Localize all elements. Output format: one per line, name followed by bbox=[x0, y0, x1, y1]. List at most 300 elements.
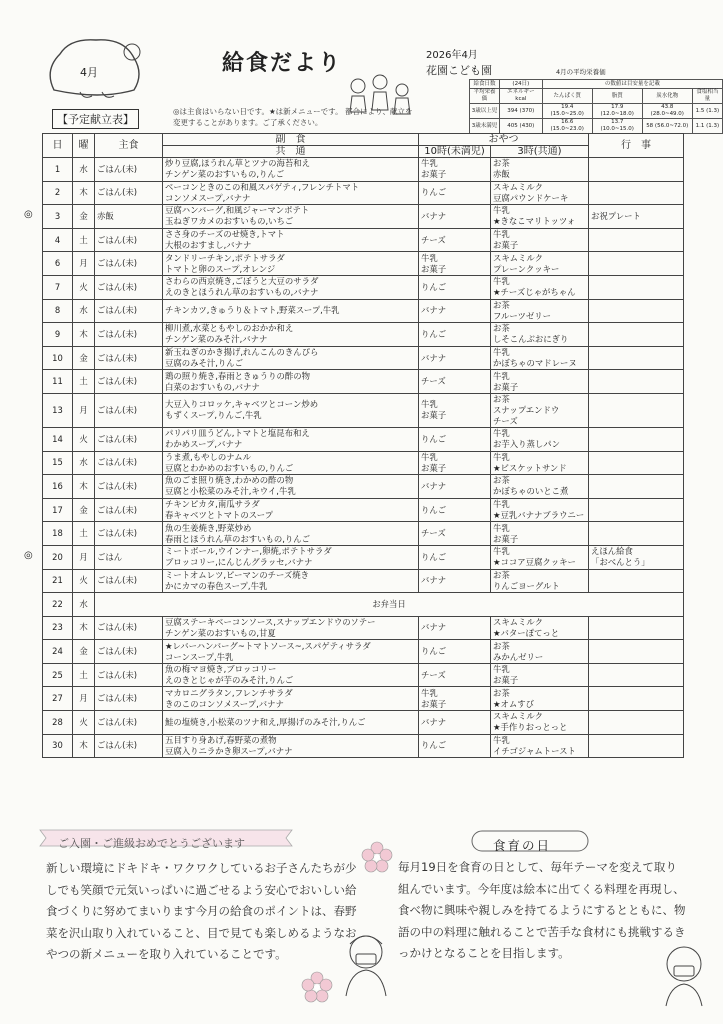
side-dish-cell-line: 豆腐ハンバーグ,和風ジャーマンポテト bbox=[165, 205, 310, 216]
staple-cell-line: ごはん(未) bbox=[97, 646, 138, 657]
day-cell-line: 25 bbox=[52, 669, 63, 680]
side-dish-cell-line: ベーコンときのこの和風スパゲティ,フレンチトマト bbox=[165, 181, 360, 192]
snack-3-cell bbox=[491, 640, 589, 664]
snack-10-cell-line: バナナ bbox=[421, 352, 447, 363]
snack-10-cell bbox=[419, 475, 491, 499]
staple-cell bbox=[95, 687, 163, 711]
side-dish-cell-line: 豆腐のみそ汁,りんご bbox=[165, 358, 244, 369]
table-row bbox=[43, 734, 684, 758]
weekday-cell-line: 土 bbox=[79, 234, 88, 245]
weekday-cell-line: 水 bbox=[79, 305, 88, 316]
weekday-cell-line: 月 bbox=[79, 693, 88, 704]
side-dish-cell-line: うま煮,もやしのナムル bbox=[165, 451, 251, 462]
nutrition-col: 脂質 bbox=[592, 89, 642, 104]
day-cell-line: 15 bbox=[52, 457, 63, 468]
weekday-cell bbox=[73, 498, 95, 522]
weekday-cell-line: 木 bbox=[79, 480, 88, 491]
snack-10-cell-line: 牛乳 bbox=[421, 399, 438, 410]
weekday-cell-line: 金 bbox=[79, 504, 88, 515]
snack-10-cell-line: 牛乳 bbox=[421, 687, 438, 698]
issue-date: 2026年4月 bbox=[426, 50, 478, 61]
snack-3-cell bbox=[491, 711, 589, 735]
weekday-cell bbox=[73, 734, 95, 758]
weekday-cell-line: 金 bbox=[79, 646, 88, 657]
side-dish-cell bbox=[163, 687, 419, 711]
snack-10-cell-line: 牛乳 bbox=[421, 158, 438, 169]
snack-10-cell-line: バナナ bbox=[421, 305, 447, 316]
snack-3-cell-line: 赤飯 bbox=[493, 169, 510, 180]
snack-3-cell-line: 牛乳 bbox=[493, 229, 510, 240]
event-cell-line: お祝プレート bbox=[591, 210, 641, 221]
day-cell bbox=[43, 663, 73, 687]
snack-3-cell-line: 牛乳 bbox=[493, 734, 510, 745]
side-dish-cell-line: コンソメスープ,バナナ bbox=[165, 192, 251, 203]
day-cell bbox=[43, 475, 73, 499]
side-dish-cell-line: 豆腐ステーキベーコンソース,スナップエンドウのソテー bbox=[165, 616, 376, 627]
side-dish-cell-line: かにカマの春色スープ,牛乳 bbox=[165, 580, 268, 591]
snack-10-cell bbox=[419, 687, 491, 711]
snack-3-cell-line: お茶 bbox=[493, 569, 510, 580]
nutrition-cell: 17.9 (12.0~18.0) bbox=[592, 104, 642, 119]
side-dish-cell bbox=[163, 228, 419, 252]
event-cell bbox=[589, 616, 684, 640]
side-dish-cell-line: 春雨とほうれん草のおすいもの,りんご bbox=[165, 533, 311, 544]
weekday-cell-line: 木 bbox=[79, 740, 88, 751]
snack-10-cell bbox=[419, 569, 491, 593]
side-dish-cell-line: きのこのコンソメスープ,バナナ bbox=[165, 698, 284, 709]
snack-10-cell-line: お菓子 bbox=[421, 462, 447, 473]
table-row bbox=[43, 323, 684, 347]
day-cell bbox=[43, 252, 73, 276]
side-dish-cell bbox=[163, 663, 419, 687]
weekday-cell-line: 土 bbox=[79, 669, 88, 680]
snack-10-cell bbox=[419, 299, 491, 323]
nutrition-cell: 16.6 (15.0~23.0) bbox=[542, 119, 592, 134]
side-dish-cell-line: コーンスープ,牛乳 bbox=[165, 651, 234, 662]
staple-cell bbox=[95, 545, 163, 569]
table-row bbox=[43, 275, 684, 299]
side-dish-cell bbox=[163, 299, 419, 323]
snack-3-cell-line: ★手作りおっとっと bbox=[493, 722, 568, 733]
snack-3-cell-line: ★ココア豆腐クッキー bbox=[493, 557, 576, 568]
col-event: 行 事 bbox=[589, 134, 684, 158]
snack-10-cell bbox=[419, 228, 491, 252]
weekday-cell bbox=[73, 569, 95, 593]
snack-10-cell bbox=[419, 158, 491, 182]
weekday-cell bbox=[73, 593, 95, 617]
staple-cell bbox=[95, 158, 163, 182]
weekday-cell bbox=[73, 475, 95, 499]
day-cell-line: 22 bbox=[52, 598, 63, 609]
event-cell-line: えほん給食 bbox=[591, 546, 633, 557]
day-cell bbox=[43, 158, 73, 182]
day-cell bbox=[43, 275, 73, 299]
weekday-cell-line: 水 bbox=[79, 163, 88, 174]
staple-cell-line: ごはん(未) bbox=[97, 480, 138, 491]
day-cell-line: 24 bbox=[52, 646, 63, 657]
staple-cell bbox=[95, 393, 163, 427]
snack-10-cell-line: バナナ bbox=[421, 480, 447, 491]
table-row bbox=[43, 569, 684, 593]
event-cell bbox=[589, 663, 684, 687]
table-row bbox=[43, 593, 684, 617]
weekday-cell bbox=[73, 323, 95, 347]
snack-10-cell bbox=[419, 640, 491, 664]
snack-10-cell-line: バナナ bbox=[421, 622, 447, 633]
col-snack-10: 10時(未満児) bbox=[419, 146, 491, 158]
snack-3-cell bbox=[491, 158, 589, 182]
menu-table bbox=[42, 133, 684, 758]
nutrition-cell: 1.5 (1.3) bbox=[692, 104, 722, 119]
side-dish-cell bbox=[163, 393, 419, 427]
event-cell bbox=[589, 228, 684, 252]
day-cell-line: 13 bbox=[52, 404, 63, 415]
day-cell-line: 9 bbox=[54, 328, 61, 339]
side-dish-cell-line: 鮭の塩焼き,小松菜のツナ和え,厚揚げのみそ汁,りんご bbox=[165, 716, 366, 727]
side-dish-cell-line: パリパリ皿うどん,トマトと塩昆布和え bbox=[165, 428, 310, 439]
snack-10-cell bbox=[419, 205, 491, 229]
side-dish-cell-line: 大豆入りコロッケ,キャベツとコーン炒め bbox=[165, 399, 319, 410]
event-cell bbox=[589, 370, 684, 394]
snack-3-cell bbox=[491, 687, 589, 711]
staple-cell-line: ごはん(未) bbox=[97, 669, 138, 680]
event-cell bbox=[589, 687, 684, 711]
welcome-text: 新しい環境にドキドキ・ワクワクしているお子さんたちが少しでも笑顔で元気いっぱいに過ごせるよう安心でおいしい給食づくりに努めてまいります今月の給食のポイントは、春野菜を沢山取り入れていること、目で見ても楽しめるようなおやつの新メニューを取り入れていることです。 bbox=[46, 861, 357, 961]
snack-3-cell-line: かぼちゃのマドレーヌ bbox=[493, 358, 577, 369]
day-cell bbox=[43, 616, 73, 640]
weekday-cell bbox=[73, 228, 95, 252]
staple-cell-line: ごはん(未) bbox=[97, 404, 138, 415]
staple-cell bbox=[95, 711, 163, 735]
side-dish-cell-line: チンゲン菜のおすいもの,甘夏 bbox=[165, 627, 276, 638]
weekday-cell-line: 木 bbox=[79, 622, 88, 633]
staple-cell-line: ごはん(未) bbox=[97, 575, 138, 586]
snack-10-cell bbox=[419, 427, 491, 451]
snack-3-cell-line: お茶 bbox=[493, 299, 510, 310]
staple-cell-line: ごはん(未) bbox=[97, 352, 138, 363]
staple-cell-line: ごはん(未) bbox=[97, 328, 138, 339]
side-dish-cell-line: 炒り豆腐,ほうれん草とツナの海苔和え bbox=[165, 158, 311, 169]
snack-3-cell-line: 牛乳 bbox=[493, 522, 510, 533]
side-dish-cell bbox=[163, 181, 419, 205]
nutrition-cell: 3歳未満児 bbox=[470, 119, 500, 134]
event-cell bbox=[589, 734, 684, 758]
nutrition-cell: 19.4 (15.0~25.0) bbox=[542, 104, 592, 119]
weekday-cell bbox=[73, 711, 95, 735]
snack-10-cell-line: バナナ bbox=[421, 210, 447, 221]
day-cell-line: 8 bbox=[54, 305, 61, 316]
snack-3-cell bbox=[491, 734, 589, 758]
event-cell bbox=[589, 275, 684, 299]
snack-3-cell bbox=[491, 252, 589, 276]
snack-3-cell-line: 牛乳 bbox=[493, 370, 510, 381]
side-dish-cell-line: 白菜のおすいもの,バナナ bbox=[165, 381, 260, 392]
table-row bbox=[43, 545, 684, 569]
table-row bbox=[43, 687, 684, 711]
day-cell bbox=[43, 346, 73, 370]
event-cell bbox=[589, 323, 684, 347]
staple-cell-line: ごはん(未) bbox=[97, 740, 138, 751]
nutrition-col: 炭水化物 bbox=[642, 89, 692, 104]
weekday-cell bbox=[73, 687, 95, 711]
snack-3-cell-line: お芋入り蒸しパン bbox=[493, 439, 560, 450]
snack-10-cell-line: りんご bbox=[421, 433, 447, 444]
nutrition-cell: 3歳以上児 bbox=[470, 104, 500, 119]
day-cell-line: 18 bbox=[52, 528, 63, 539]
side-dish-cell-line: チンゲン菜のおすいもの,りんご bbox=[165, 169, 285, 180]
staple-cell-line: ごはん(未) bbox=[97, 234, 138, 245]
staple-cell-line: ごはん(未) bbox=[97, 376, 138, 387]
special-day-cell-line: お弁当日 bbox=[372, 598, 406, 609]
snack-10-cell bbox=[419, 393, 491, 427]
weekday-cell bbox=[73, 451, 95, 475]
snack-10-cell bbox=[419, 734, 491, 758]
snack-3-cell-line: フルーツゼリー bbox=[493, 310, 551, 321]
day-cell-line: 14 bbox=[52, 433, 63, 444]
staple-cell bbox=[95, 427, 163, 451]
snack-3-cell-line: お菓子 bbox=[493, 240, 519, 251]
event-cell bbox=[589, 252, 684, 276]
snack-10-cell-line: チーズ bbox=[421, 669, 446, 680]
day-cell-line: 17 bbox=[52, 504, 63, 515]
snack-10-cell bbox=[419, 663, 491, 687]
day-cell-line: 28 bbox=[52, 716, 63, 727]
nutrition-cell: 405 (430) bbox=[499, 119, 542, 134]
day-cell bbox=[43, 687, 73, 711]
staple-cell bbox=[95, 616, 163, 640]
snack-3-cell-line: りんごヨーグルト bbox=[493, 580, 560, 591]
snack-10-cell-line: チーズ bbox=[421, 234, 446, 245]
table-row bbox=[43, 346, 684, 370]
snack-10-cell bbox=[419, 252, 491, 276]
snack-10-cell-line: 牛乳 bbox=[421, 451, 438, 462]
side-dish-cell-line: 魚のごま照り焼き,わかめの酢の物 bbox=[165, 475, 294, 486]
side-dish-cell bbox=[163, 275, 419, 299]
snack-10-cell bbox=[419, 370, 491, 394]
snack-10-cell-line: チーズ bbox=[421, 376, 446, 387]
day-cell bbox=[43, 205, 73, 229]
snack-10-cell-line: りんご bbox=[421, 740, 447, 751]
weekday-cell-line: 火 bbox=[79, 575, 88, 586]
snack-3-cell-line: ★チーズじゃがちゃん bbox=[493, 287, 576, 298]
nutrition-cell: 43.8 (28.0~49.0) bbox=[642, 104, 692, 119]
nutrition-col: 食塩相当量 bbox=[692, 89, 722, 104]
snack-3-cell-line: お茶 bbox=[493, 158, 510, 169]
side-dish-cell-line: 玉ねぎワカメのおすいもの,いちご bbox=[165, 216, 294, 227]
staple-cell-line: ごはん(未) bbox=[97, 163, 138, 174]
special-day-cell bbox=[95, 593, 684, 617]
event-cell bbox=[589, 346, 684, 370]
snack-10-cell bbox=[419, 711, 491, 735]
col-day: 日 bbox=[43, 134, 73, 158]
staple-cell-line: ごはん(未) bbox=[97, 622, 138, 633]
weekday-cell-line: 月 bbox=[79, 551, 88, 562]
table-row bbox=[43, 640, 684, 664]
snack-3-cell-line: スキムミルク bbox=[493, 711, 543, 722]
snack-3-cell-line: お茶 bbox=[493, 475, 510, 486]
snack-3-cell-line: かぼちゃのいとこ煮 bbox=[493, 486, 569, 497]
snack-10-cell-line: お菓子 bbox=[421, 410, 447, 421]
side-dish-cell-line: チンゲン菜のみそ汁,バナナ bbox=[165, 334, 268, 345]
event-cell bbox=[589, 569, 684, 593]
weekday-cell bbox=[73, 616, 95, 640]
side-dish-cell bbox=[163, 346, 419, 370]
event-cell bbox=[589, 498, 684, 522]
weekday-cell bbox=[73, 545, 95, 569]
event-cell bbox=[589, 545, 684, 569]
table-row bbox=[43, 299, 684, 323]
snack-10-cell bbox=[419, 323, 491, 347]
day-cell-line: 27 bbox=[52, 693, 63, 704]
snack-3-cell-line: ★きなこマリトッツォ bbox=[493, 216, 576, 227]
snack-3-cell bbox=[491, 181, 589, 205]
snack-3-cell-line: スキムミルク bbox=[493, 616, 543, 627]
snack-10-cell-line: りんご bbox=[421, 646, 447, 657]
side-dish-cell bbox=[163, 498, 419, 522]
weekday-cell bbox=[73, 299, 95, 323]
snack-3-cell bbox=[491, 205, 589, 229]
weekday-cell-line: 水 bbox=[79, 457, 88, 468]
event-cell bbox=[589, 522, 684, 546]
day-cell bbox=[43, 323, 73, 347]
side-dish-cell-line: ブロッコリー,にんじんグラッセ,バナナ bbox=[165, 557, 313, 568]
nutrition-cell: 13.7 (10.0~15.0) bbox=[592, 119, 642, 134]
snack-3-cell-line: お茶 bbox=[493, 687, 510, 698]
weekday-cell bbox=[73, 370, 95, 394]
staple-cell-line: ごはん(未) bbox=[97, 258, 138, 269]
nutrition-cell: 394 (370) bbox=[499, 104, 542, 119]
day-cell bbox=[43, 711, 73, 735]
staple-cell bbox=[95, 346, 163, 370]
child-illustration bbox=[654, 938, 714, 1008]
staple-cell-line: ごはん(未) bbox=[97, 693, 138, 704]
side-dish-cell bbox=[163, 569, 419, 593]
snack-3-cell-line: ★豆乳バナナブラウニー bbox=[493, 510, 585, 521]
snack-10-cell-line: りんご bbox=[421, 551, 447, 562]
event-cell bbox=[589, 640, 684, 664]
side-dish-cell bbox=[163, 427, 419, 451]
day-cell bbox=[43, 370, 73, 394]
col-side: 副 食 bbox=[163, 134, 419, 146]
snack-3-cell bbox=[491, 522, 589, 546]
snack-10-cell bbox=[419, 275, 491, 299]
table-row bbox=[43, 181, 684, 205]
staple-cell-line: ごはん(未) bbox=[97, 187, 138, 198]
snack-3-cell-line: チーズ bbox=[493, 415, 518, 426]
weekday-cell bbox=[73, 640, 95, 664]
nutrition-col: 平均栄養価 bbox=[470, 89, 500, 104]
snack-10-cell-line: お菓子 bbox=[421, 169, 447, 180]
weekday-cell bbox=[73, 522, 95, 546]
kondate-label: 【予定献立表】 bbox=[52, 109, 139, 129]
staple-cell-line: ごはん(未) bbox=[97, 528, 138, 539]
weekday-cell-line: 土 bbox=[79, 528, 88, 539]
snack-3-cell bbox=[491, 569, 589, 593]
sakura-icon bbox=[300, 970, 334, 1004]
side-dish-cell bbox=[163, 370, 419, 394]
nutrition-table bbox=[469, 79, 723, 134]
snack-3-cell-line: お茶 bbox=[493, 323, 510, 334]
table-row bbox=[43, 498, 684, 522]
day-cell-line: 21 bbox=[52, 575, 63, 586]
event-cell bbox=[589, 299, 684, 323]
event-cell bbox=[589, 427, 684, 451]
event-cell bbox=[589, 393, 684, 427]
weekday-cell bbox=[73, 393, 95, 427]
weekday-cell bbox=[73, 252, 95, 276]
side-dish-cell-line: タンドリーチキン,ポテトサラダ bbox=[165, 252, 285, 263]
side-dish-cell-line: 五目すり身あげ,春野菜の煮物 bbox=[165, 734, 277, 745]
side-dish-cell-line: もずくスープ,りんご,牛乳 bbox=[165, 410, 262, 421]
snack-3-cell bbox=[491, 663, 589, 687]
nutrition-cell: 58 (56.0~72.0) bbox=[642, 119, 692, 134]
side-dish-cell-line: ミートオムレツ,ピーマンのチーズ焼き bbox=[165, 569, 310, 580]
side-dish-cell-line: 豆腐入りニラかき卵スープ,バナナ bbox=[165, 745, 293, 756]
side-dish-cell-line: 魚の梅マヨ焼き,ブロッコリー bbox=[165, 664, 277, 675]
staple-cell bbox=[95, 205, 163, 229]
event-cell bbox=[589, 181, 684, 205]
snack-3-cell-line: ★バターぽてっと bbox=[493, 627, 560, 638]
col-snack: おやつ bbox=[419, 134, 589, 146]
snack-10-cell-line: りんご bbox=[421, 281, 447, 292]
snack-10-cell bbox=[419, 616, 491, 640]
snack-3-cell bbox=[491, 545, 589, 569]
col-snack-3: 3時(共通) bbox=[491, 146, 589, 158]
day-cell-line: 1 bbox=[54, 163, 61, 174]
day-cell bbox=[43, 498, 73, 522]
shokuiku-heading: 食育の日 bbox=[493, 838, 552, 853]
table-row bbox=[43, 370, 684, 394]
staple-cell bbox=[95, 252, 163, 276]
table-row bbox=[43, 663, 684, 687]
snack-3-cell bbox=[491, 275, 589, 299]
side-dish-cell bbox=[163, 205, 419, 229]
side-dish-cell bbox=[163, 640, 419, 664]
side-dish-cell bbox=[163, 475, 419, 499]
day-cell bbox=[43, 640, 73, 664]
snack-3-cell-line: 牛乳 bbox=[493, 276, 510, 287]
event-cell bbox=[589, 475, 684, 499]
weekday-cell-line: 水 bbox=[79, 598, 88, 609]
staple-cell bbox=[95, 498, 163, 522]
side-dish-cell-line: 豆腐と小松菜のみそ汁,キウイ,牛乳 bbox=[165, 486, 296, 497]
day-cell bbox=[43, 545, 73, 569]
side-dish-cell bbox=[163, 616, 419, 640]
staple-cell-line: ごはん(未) bbox=[97, 504, 138, 515]
weekday-cell-line: 金 bbox=[79, 210, 88, 221]
weekday-cell bbox=[73, 427, 95, 451]
table-row bbox=[43, 616, 684, 640]
month-badge: 4月 bbox=[80, 66, 98, 79]
weekday-cell-line: 月 bbox=[79, 258, 88, 269]
table-row bbox=[43, 475, 684, 499]
side-dish-cell-line: えのきとほうれん草のおすいもの,バナナ bbox=[165, 287, 319, 298]
staple-cell-line: ごはん(未) bbox=[97, 433, 138, 444]
snack-3-cell bbox=[491, 427, 589, 451]
snack-3-cell-line: お菓子 bbox=[493, 533, 519, 544]
side-dish-cell-line: ミートボール,ウインナー,卵焼,ポテトサラダ bbox=[165, 546, 332, 557]
side-dish-cell bbox=[163, 252, 419, 276]
day-cell-line: 7 bbox=[54, 281, 61, 292]
snack-3-cell-line: みかんゼリー bbox=[493, 651, 544, 662]
nutrition-cell: 給食日数 bbox=[470, 80, 500, 89]
weekday-cell bbox=[73, 663, 95, 687]
day-cell bbox=[43, 522, 73, 546]
snack-10-cell bbox=[419, 346, 491, 370]
nutrition-cell: (24日) bbox=[499, 80, 542, 89]
side-dish-cell-line: トマトと卵のスープ,オレンジ bbox=[165, 263, 276, 274]
snack-3-cell bbox=[491, 498, 589, 522]
